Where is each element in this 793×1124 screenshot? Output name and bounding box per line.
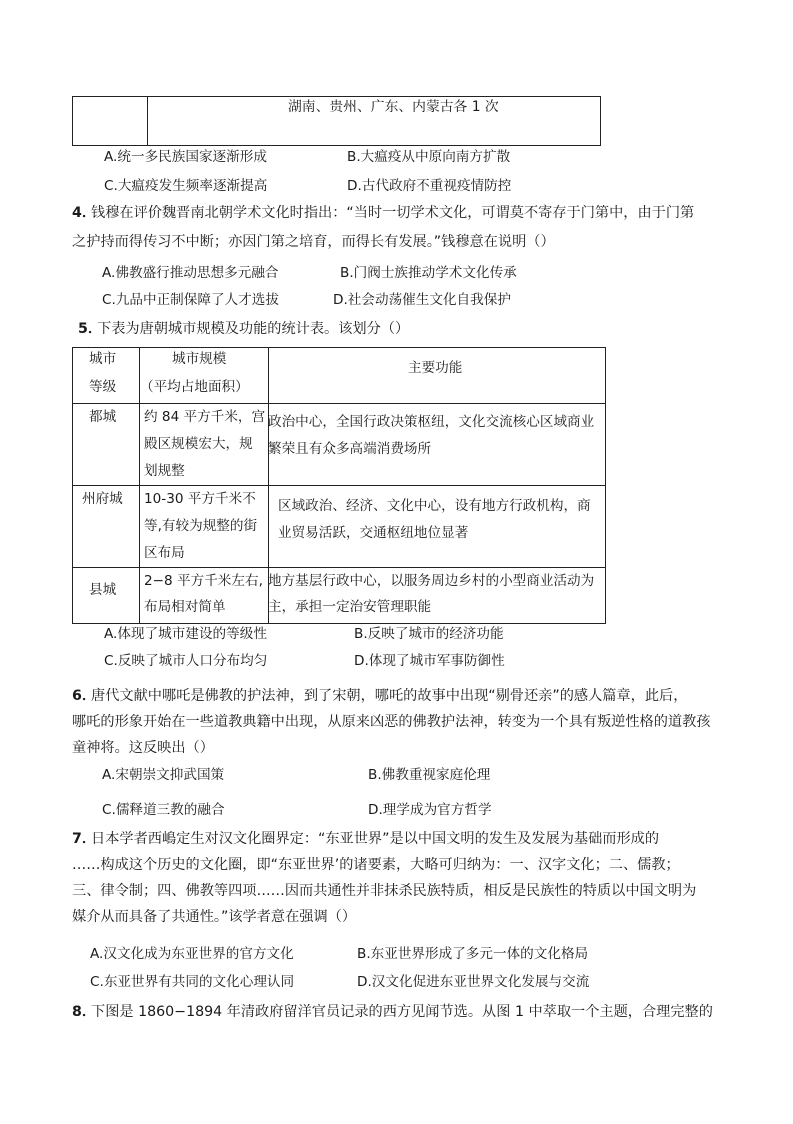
question-stem: 哪吒的形象开始在一些道教典籍中出现，从原来凶恶的佛教护法神，转变为一个具有叛逆性格的道教孩 [72,714,711,730]
table-cell-function: 主，承担一定治安管理职能 [268,599,432,615]
option-d[interactable]: D.体现了城市军事防御性 [354,653,505,669]
option-b[interactable]: B.门阀士族推动学术文化传承 [340,265,517,281]
option-c[interactable]: C.九品中正制保障了人才选拔 [102,292,279,308]
question-stem: 下图是 1860−1894 年清政府留洋官员记录的西方见闻节选。从图 1 中萃取一个主题，合理完整的 [91,1004,713,1020]
table-border [72,347,606,348]
table-cell-function: 区域政治、经济、文化中心，设有地方行政机构，商 [278,498,591,514]
question-stem: 三、律令制；四、佛教等四项……因而共通性并非抹杀民族特质，相反是民族性的特质以中国文明为 [72,883,697,899]
table-border [605,347,606,624]
table-border [600,96,601,146]
option-d[interactable]: D.汉文化促进东亚世界文化发展与交流 [357,974,590,990]
question-number: 6． [72,688,97,704]
table-border [72,96,73,146]
table-cell-scale: 划规整 [144,463,185,479]
question-stem: 童神将。这反映出（） [72,740,214,756]
table-cell-level: 州府城 [82,491,123,507]
question-number: 5． [78,321,103,337]
question-number: 7． [72,831,97,847]
table-cell-function: 政治中心，全国行政决策枢纽，文化交流核心区域商业 [268,414,595,430]
table-cell-scale: 10-30 平方千米不 [144,491,256,507]
table-cell-level: 县城 [89,582,117,598]
question-stem: 媒介从而具备了共通性。”该学者意在强调（） [72,909,357,925]
option-d[interactable]: D.古代政府不重视疫情防控 [347,178,512,194]
option-a[interactable]: A.统一多民族国家逐渐形成 [104,149,267,165]
option-b[interactable]: B.大瘟疫从中原向南方扩散 [347,149,511,165]
question-stem: 下表为唐朝城市规模及功能的统计表。该划分（） [97,321,410,337]
table-cell-scale: 约 84 平方千米，宫 [144,409,266,425]
table-border [72,145,601,146]
option-b[interactable]: B.佛教重视家庭伦理 [368,767,491,783]
table-cell-function: 业贸易活跃，交通枢纽地位显著 [278,525,469,541]
option-d[interactable]: D.社会动荡催生文化自我保护 [333,292,511,308]
question-number: 4． [72,205,97,221]
option-c[interactable]: C.东亚世界有共同的文化心理认同 [90,974,295,990]
table-border [147,96,148,146]
option-c[interactable]: C.儒释道三教的融合 [102,802,225,818]
table-cell-level: 都城 [89,409,117,425]
table-header: 等级 [89,379,117,395]
table-cell-function: 地方基层行政中心，以服务周边乡村的小型商业活动为 [268,573,595,589]
option-a[interactable]: A.体现了城市建设的等级性 [104,626,267,642]
option-a[interactable]: A.佛教盛行推动思想多元融合 [102,265,279,281]
table-cell-scale: 区布局 [144,545,185,561]
option-a[interactable]: A.宋朝崇文抑武国策 [102,767,225,783]
question-stem: 钱穆在评价魏晋南北朝学术文化时指出：“当时一切学术文化，可谓莫不寄存于门第中，由于门第 [91,205,695,221]
table-header: 城市规模 [172,351,227,367]
table-border [72,96,601,97]
question-stem: ……构成这个历史的文化圈，即“东亚世界’的诸要素，大略可归纳为：一、汉字文化；二、儒教； [72,857,680,873]
table-border [72,623,606,624]
table-cell-scale: 等,有较为规整的街 [144,518,258,534]
table-cell-scale: 2−8 平方千米左右, [144,573,263,589]
option-a[interactable]: A.汉文化成为东亚世界的官方文化 [90,946,294,962]
option-d[interactable]: D.理学成为官方哲学 [368,802,492,818]
table-header: 城市 [89,351,117,367]
question-stem: 日本学者西嶋定生对汉文化圈界定：“东亚世界”是以中国文明的发生及发展为基础而形成的 [91,831,660,847]
table-header: 主要功能 [408,360,463,376]
option-c[interactable]: C.反映了城市人口分布均匀 [104,653,268,669]
option-c[interactable]: C.大瘟疫发生频率逐渐提高 [104,178,268,194]
option-b[interactable]: B.反映了城市的经济功能 [354,626,504,642]
table-header: （平均占地面积） [140,379,249,395]
question-stem: 之护持而得传习不中断；亦因门第之培育，而得长有发展。”钱穆意在说明（） [72,234,555,250]
table-cell: 湖南、贵州、广东、内蒙古各 1 次 [288,99,499,115]
table-cell-scale: 布局相对简单 [144,599,226,615]
option-b[interactable]: B.东亚世界形成了多元一体的文化格局 [357,946,589,962]
table-border [72,347,73,624]
table-cell-function: 繁荣且有众多高端消费场所 [268,441,432,457]
table-cell-scale: 殿区规模宏大，规 [144,436,253,452]
question-number: 8． [72,1004,97,1020]
question-stem: 唐代文献中哪吒是佛教的护法神，到了宋朝，哪吒的故事中出现“剔骨还亲”的感人篇章，此后， [91,688,688,704]
